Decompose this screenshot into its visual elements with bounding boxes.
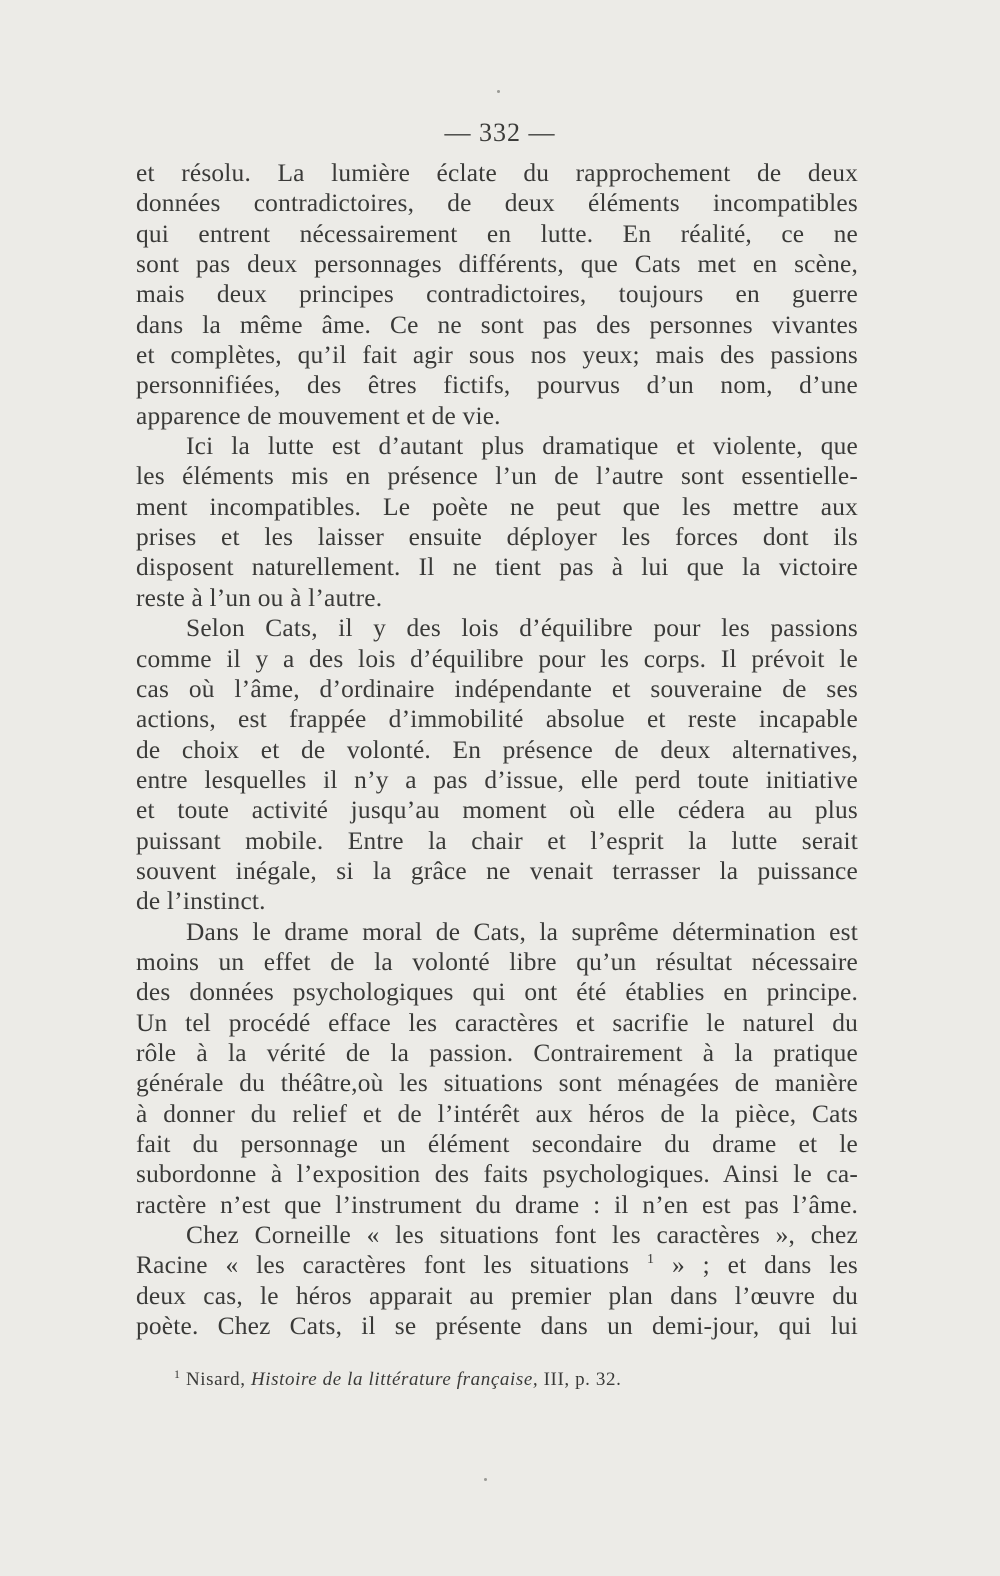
text-line: ment incompatibles. Le poète ne peut que les mettre aux — [136, 492, 858, 521]
text-line: poète. Chez Cats, il se présente dans un demi-jour, qui lui — [136, 1312, 858, 1341]
text-line: Selon Cats, il y des lois d’équilibre pour les passions — [186, 614, 858, 643]
footnote-marker: 1 — [174, 1367, 181, 1381]
text-line: fait du personnage un élément secondaire du drame et le — [136, 1130, 858, 1158]
text-line: données contradictoires, de deux éléments incompatibles — [136, 189, 858, 218]
text-line: qui entrent nécessairement en lutte. En réalité, ce ne — [136, 219, 858, 248]
text-line: Un tel procédé efface les caractères et sacrifie le naturel du — [136, 1008, 858, 1037]
text-line: générale du théâtre,où les situations sont ménagées de manière — [136, 1069, 858, 1098]
text-line: prises et les laisser ensuite déployer les forces dont ils — [136, 523, 858, 552]
text-line: les éléments mis en présence l’un de l’autre sont essentielle- — [136, 462, 858, 491]
footnote-reference-text: III, p. 32. — [543, 1369, 622, 1390]
paragraph — [136, 1220, 858, 1341]
text-line: de choix et de volonté. En présence de deux alternatives, — [136, 735, 858, 764]
text-line: disposent naturellement. Il ne tient pas à lui que la victoire — [136, 553, 858, 582]
text-line: et résolu. La lumière éclate du rapprochement de deux — [136, 159, 858, 187]
body-text — [136, 158, 858, 1341]
text-line: cas où l’âme, d’ordinaire indépendante et souveraine de ses — [136, 674, 858, 703]
text-line: moins un effet de la volonté libre qu’un résultat nécessaire — [136, 947, 858, 976]
footnote-reference: 1 — [647, 1252, 655, 1268]
text-line: Dans le drame moral de Cats, la suprême détermination est — [186, 917, 858, 946]
text-line: des données psychologiques qui ont été établies en principe. — [136, 978, 858, 1007]
text-line: mais deux principes contradictoires, toujours en guerre — [136, 280, 858, 309]
text-line: sont pas deux personnages différents, que Cats met en scène, — [136, 250, 858, 279]
paragraph — [136, 613, 858, 916]
text-line: de l’instinct. — [136, 887, 266, 916]
text-line: puissant mobile. Entre la chair et l’esprit la lutte serait — [136, 826, 858, 855]
text-line: ractère n’est que l’instrument du drame : il n’en est pas l’âme. — [136, 1190, 858, 1219]
text-line: et complètes, qu’il fait agir sous nos yeux; mais des passions — [136, 341, 858, 370]
text-line: subordonne à l’exposition des faits psychologiques. Ainsi le ca- — [136, 1160, 858, 1189]
text-line: et toute activité jusqu’au moment où elle cédera au plus — [136, 796, 858, 825]
paper-speck — [497, 90, 500, 93]
paragraph — [136, 917, 858, 1220]
paragraph — [136, 431, 858, 613]
text-line — [136, 1250, 858, 1280]
page-number: — 332 — — [444, 118, 556, 147]
text-line: souvent inégale, si la grâce ne venait terrasser la puissance — [136, 856, 858, 885]
text-line: à donner du relief et de l’intérêt aux héros de la pièce, Cats — [136, 1099, 858, 1128]
footnote-title: Histoire de la littérature française, — [250, 1369, 539, 1390]
footnote — [174, 1368, 874, 1392]
text-segment: Racine « les caractères font les situations — [136, 1251, 630, 1280]
text-line: reste à l’un ou à l’autre. — [136, 583, 383, 612]
text-line: entre lesquelles il n’y a pas d’issue, elle perd toute initiative — [136, 765, 858, 794]
text-line: deux cas, le héros apparait au premier plan dans l’œuvre du — [136, 1281, 858, 1310]
text-line: Chez Corneille « les situations font les caractères », chez — [186, 1221, 858, 1250]
text-line: apparence de mouvement et de vie. — [136, 401, 501, 430]
text-segment: » ; et dans les — [654, 1251, 858, 1280]
text-line: Ici la lutte est d’autant plus dramatique et violente, que — [186, 432, 858, 461]
text-line: dans la même âme. Ce ne sont pas des personnes vivantes — [136, 310, 858, 339]
paragraph — [136, 158, 858, 431]
footnote-author: Nisard, — [185, 1369, 246, 1390]
text-line: comme il y a des lois d’équilibre pour les corps. Il prévoit le — [136, 644, 858, 673]
paper-speck — [484, 1478, 487, 1481]
text-line: personnifiées, des êtres fictifs, pourvus d’un nom, d’une — [136, 371, 858, 400]
text-line: rôle à la vérité de la passion. Contrairement à la pratique — [136, 1038, 858, 1067]
text-line: actions, est frappée d’immobilité absolue et reste incapable — [136, 705, 858, 734]
